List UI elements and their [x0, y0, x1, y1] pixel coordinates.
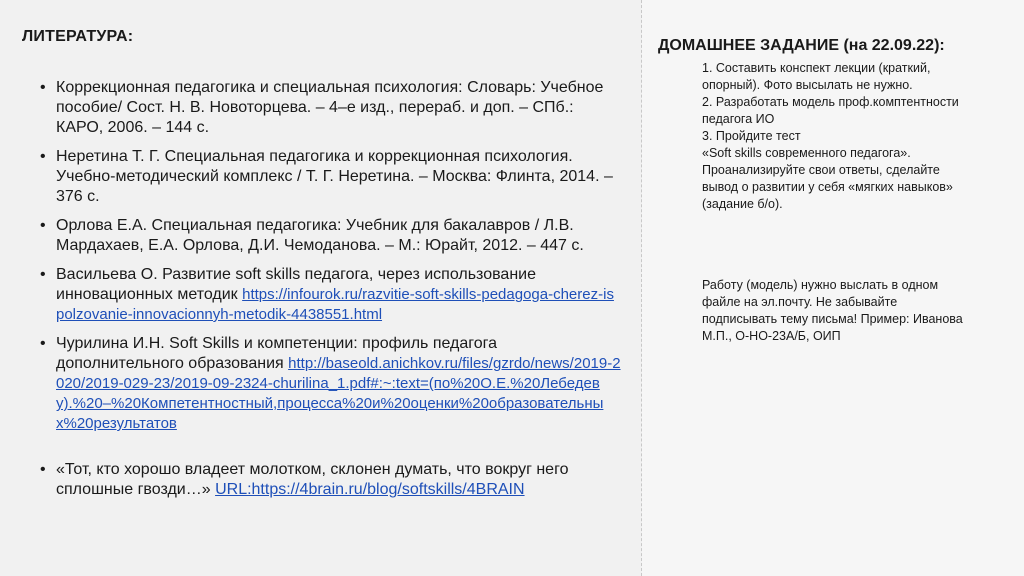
- reference-link[interactable]: URL:https://4brain.ru/blog/softskills/4BRAIN: [215, 481, 525, 498]
- task-line: 1. Составить конспект лекции (краткий, опорный). Фото высылать не нужно.: [702, 61, 931, 92]
- reference-text: Васильева О. Развитие soft skills педагога, через использование инновационных методик: [56, 266, 536, 303]
- note-text: Работу (модель) нужно выслать в одном файле на эл.почту. Не забывайте подписывать тему письма! Пример: Иванова М.П., О-НО-23А/Б, ОИП: [702, 278, 963, 343]
- literature-list: [22, 78, 622, 509]
- list-item: [22, 78, 622, 138]
- homework-tasks: [702, 60, 972, 213]
- task-line: «Soft skills современного педагога». Проанализируйте свои ответы, сделайте вывод о развитии у себя «мягких навыков» (задание б/о).: [702, 146, 953, 211]
- reference-link[interactable]: https://infourok.ru/razvitie-soft-skills-pedagoga-cherez-ispolzovanie-innovacionnyh-metodik-4438551.html: [56, 286, 614, 323]
- bullet-icon: •: [40, 461, 46, 478]
- bullet-icon: •: [40, 79, 46, 96]
- literature-heading: ЛИТЕРАТУРА:: [22, 28, 134, 45]
- bullet-icon: •: [40, 217, 46, 234]
- list-item: [22, 334, 622, 434]
- task-line: 2. Разработать модель проф.комптентности педагога ИО: [702, 95, 959, 126]
- homework-note: [702, 277, 972, 345]
- reference-text: Чурилина И.Н. Soft Skills и компетенции: профиль педагога дополнительного образования: [56, 335, 498, 372]
- bullet-icon: •: [40, 148, 46, 165]
- list-item: [22, 147, 622, 207]
- reference-text: Неретина Т. Г. Специальная педагогика и коррекционная психология. Учебно-методический комплекс / Т. Г. Неретина. – Москва: Флинта, 2014. – 376 с.: [56, 148, 613, 205]
- list-item: [22, 216, 622, 256]
- bullet-icon: •: [40, 266, 46, 283]
- reference-text: Коррекционная педагогика и специальная психология: Словарь: Учебное пособие/ Сост. Н. В. Новоторцева. – 4–е изд., перераб. и доп. – СПб.: КАРО, 2006. – 144 с.: [56, 79, 604, 136]
- reference-text: Орлова Е.А. Специальная педагогика: Учебник для бакалавров / Л.В. Мардахаев, Е.А. Орлова, Д.И. Чемоданова. – М.: Юрайт, 2012. – 447 с.: [56, 217, 584, 254]
- list-item: [22, 265, 622, 325]
- bullet-icon: •: [40, 335, 46, 352]
- list-item: [22, 460, 622, 500]
- quote-text: «Тот, кто хорошо владеет молотком, склонен думать, что вокруг него сплошные гвозди…»: [56, 461, 569, 498]
- homework-heading: ДОМАШНЕЕ ЗАДАНИЕ (на 22.09.22):: [658, 37, 945, 54]
- reference-link[interactable]: http://baseold.anichkov.ru/files/gzrdo/news/2019-2020/2019-029-23/2019-09-2324-churilina_1.pdf#:~:text=(по%20О.Е.%20Лебедеву).%20–%20Компетентностный,процесса%20и%20оценки%20образовательных%20результатов: [56, 355, 621, 432]
- task-line: 3. Пройдите тест: [702, 129, 801, 143]
